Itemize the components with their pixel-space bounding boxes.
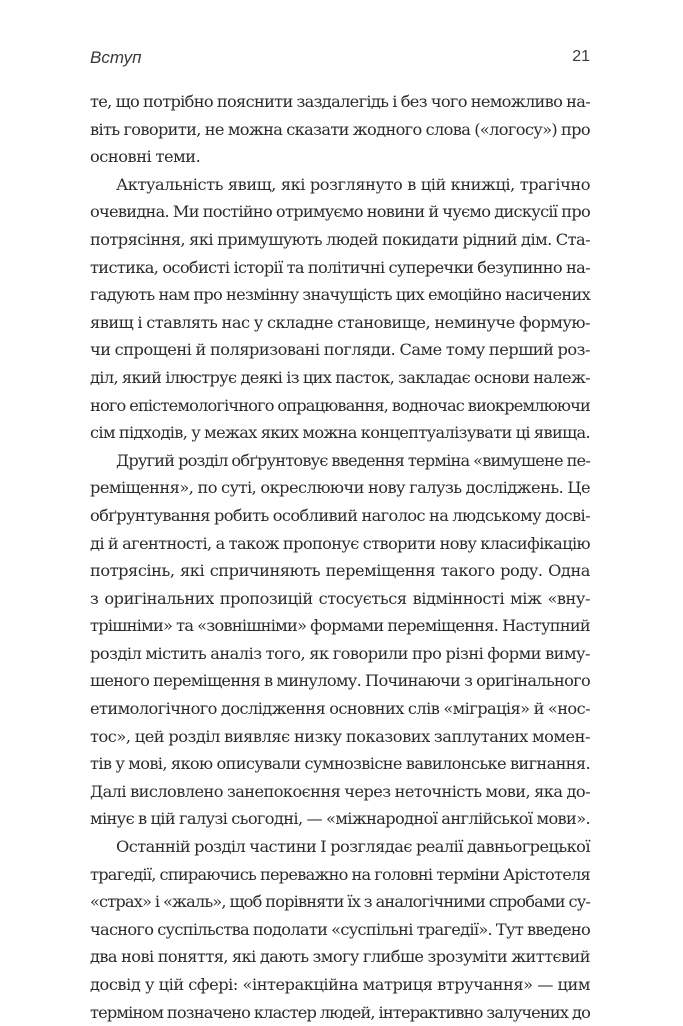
text-line: Далі висловлено занепокоєння через неточність мови, яка до- [90,781,590,801]
text-line: трішніми» та «зовнішніми» формами переміщення. Наступний [90,616,590,636]
text-line: Актуальність явищ, які розглянуто в цій книжці, трагічно [116,174,590,194]
text-line: реміщення», по суті, окреслюючи нову галузь досліджень. Це [90,478,590,498]
text-line: шеного переміщення в минулому. Починаючи з оригінального [90,671,590,691]
text-line: явищ і ставлять нас у складне становище, неминуче формую- [90,312,590,332]
text-line: потрясіння, які примушують людей покидати рідний дім. Ста- [90,229,590,249]
paragraph-last-chapter [90,833,590,1026]
paragraph-relevance [90,171,590,447]
text-line: ді й агентності, а також пропонує створити нову класифікацію [90,533,590,553]
text-line: те, що потрібно пояснити заздалегідь і без чого неможливо на- [90,92,590,111]
text-line: гадують нам про незмінну значущість цих емоційно насичених [90,285,590,305]
text-line: основні теми. [90,147,201,167]
text-line: потрясінь, які спричиняють переміщення такого роду. Одна [90,561,590,581]
section-title: Вступ [90,48,142,67]
text-line: очевидна. Ми постійно отримуємо новини й чуємо дискусії про [90,202,590,222]
text-line: досвід у цій сфері: «інтеракційна матриця втручання» — цим [90,975,590,994]
text-line: ного епістемологічного опрацювання, водночас виокремлюючи [90,395,590,415]
text-line: діл, який ілюструє деякі із цих пасток, закладає основи належ- [90,367,590,387]
text-line: мінує в цій галузі сьогодні, — «міжнародної англійської мови». [90,809,590,829]
body-text [90,88,590,1026]
paragraph-continuation [90,88,590,171]
text-line: етимологічного дослідження основних слів «міграція» й «нос- [90,699,590,719]
text-line: чи спрощені й поляризовані погляди. Саме тому перший роз- [90,340,590,360]
text-line: тос», цей розділ виявляє низку показових заплутаних момен- [90,726,590,746]
text-line: віть говорити, не можна сказати жодного слова («логосу») про [90,119,590,139]
text-line: тів у мові, якою описували сумнозвісне вавилонське вигнання. [90,754,590,774]
text-line: два нові поняття, які дають змогу глибше зрозуміти життєвий [90,947,590,967]
text-line: розділ містить аналіз того, як говорили про різні форми виму- [90,643,590,663]
text-line: Другий розділ обґрунтовує введення терміна «вимушене пе- [116,450,590,470]
text-line: трагедії, спираючись переважно на головні терміни Арістотеля [90,864,590,884]
text-line: сім підходів, у межах яких можна концептуалізувати ці явища. [90,423,590,443]
text-line: «страх» і «жаль», щоб порівняти їх з аналогічними спробами су- [90,892,590,912]
paragraph-second-chapter [90,447,590,833]
text-line: Останній розділ частини I розглядає реалії давньогрецької [116,837,590,857]
text-line: тистика, особисті історії та політичні суперечки безупинно на- [90,257,590,277]
text-line: часного суспільства подолати «суспільні трагедії». Тут введено [90,919,590,939]
text-line: з оригінальних пропозицій стосується відмінності між «вну- [90,588,590,608]
text-line: терміном позначено кластер людей, інтерактивно залучених до [90,1002,590,1022]
running-head [90,48,590,72]
page-number: 21 [572,48,590,65]
text-line: обґрунтування робить особливий наголос на людському досві- [90,505,590,525]
